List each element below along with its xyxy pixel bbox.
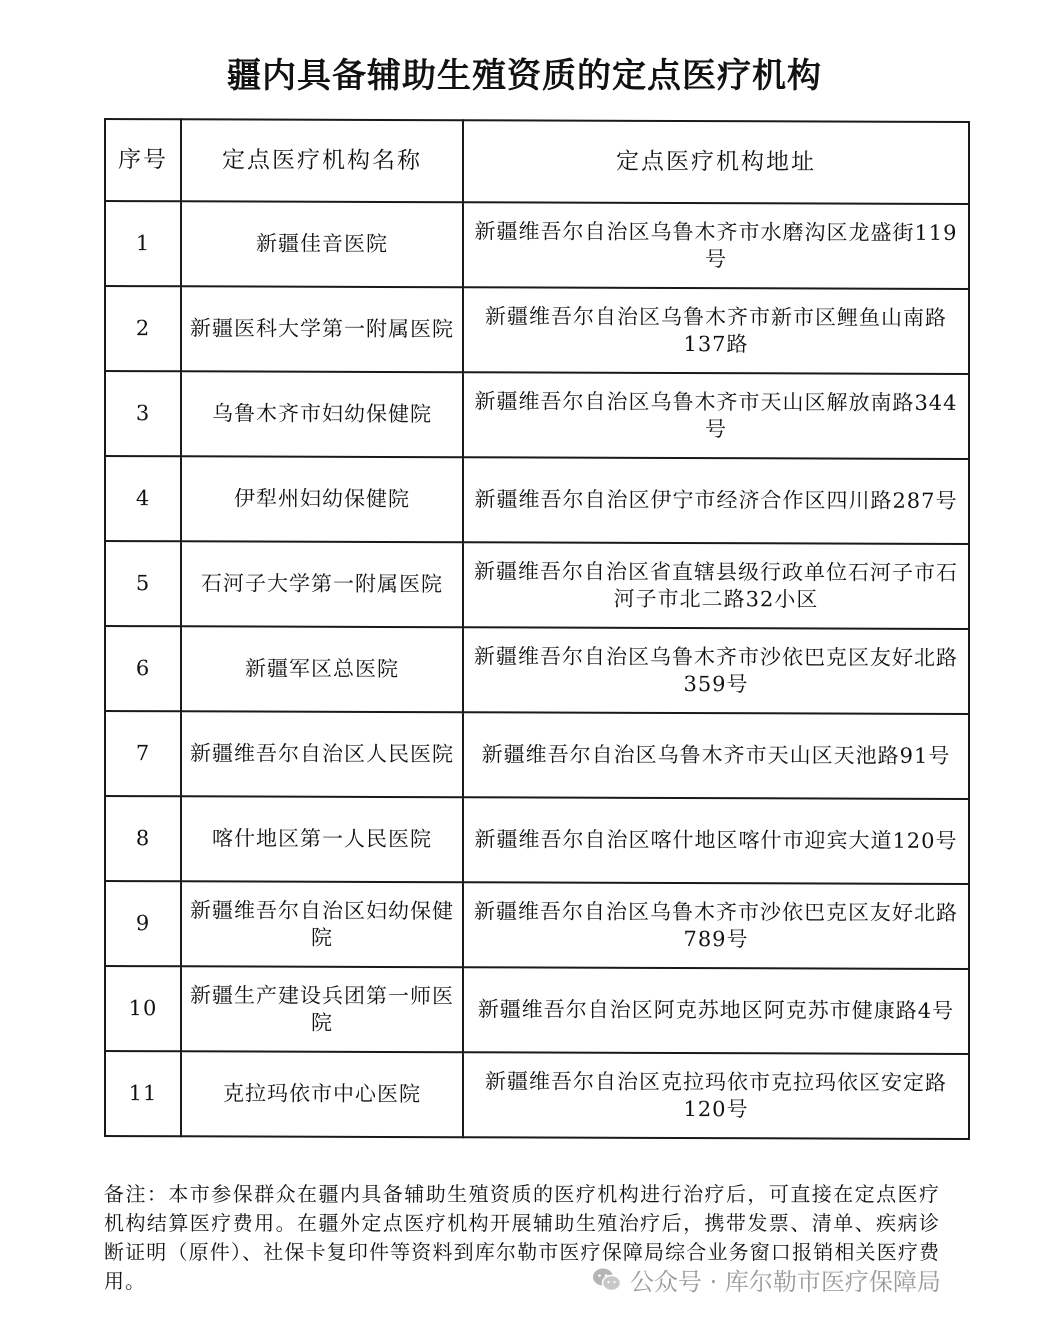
row-no: 11 — [105, 1051, 181, 1136]
table-row — [105, 371, 969, 459]
row-address: 新疆维吾尔自治区乌鲁木齐市沙依巴克区友好北路359号 — [463, 627, 969, 714]
row-name: 克拉玛依市中心医院 — [181, 1051, 463, 1137]
row-name: 新疆维吾尔自治区妇幼保健院 — [181, 881, 463, 967]
row-no: 9 — [105, 881, 181, 966]
row-name: 新疆军区总医院 — [181, 626, 463, 712]
row-no: 4 — [105, 456, 181, 541]
watermark-text: 公众号 · 库尔勒市医疗保障局 — [630, 1268, 941, 1296]
row-no: 3 — [105, 371, 181, 456]
row-name: 喀什地区第一人民医院 — [181, 796, 463, 882]
table-row — [105, 541, 969, 629]
row-address: 新疆维吾尔自治区省直辖县级行政单位石河子市石河子市北二路32小区 — [463, 542, 969, 629]
row-name: 乌鲁木齐市妇幼保健院 — [181, 371, 463, 457]
table-row — [105, 966, 969, 1054]
row-address: 新疆维吾尔自治区喀什地区喀什市迎宾大道120号 — [463, 797, 969, 884]
table-row — [105, 711, 969, 799]
table-row — [105, 626, 969, 714]
row-address: 新疆维吾尔自治区克拉玛依市克拉玛依区安定路120号 — [463, 1052, 969, 1139]
row-name: 新疆佳音医院 — [181, 201, 463, 287]
table-row — [105, 286, 969, 374]
row-name: 伊犁州妇幼保健院 — [181, 456, 463, 542]
remark-note: 备注：本市参保群众在疆内具备辅助生殖资质的医疗机构进行治疗后，可直接在定点医疗机构结算医疗费用。在疆外定点医疗机构开展辅助生殖治疗后，携带发票、清单、疾病诊断证明（原件）、社保卡复印件等资料到库尔勒市医疗保障局综合业务窗口报销相关医疗费用。 — [104, 1182, 940, 1293]
row-no: 2 — [105, 286, 181, 371]
row-address: 新疆维吾尔自治区乌鲁木齐市沙依巴克区友好北路789号 — [463, 882, 969, 969]
row-address: 新疆维吾尔自治区乌鲁木齐市天山区解放南路344号 — [463, 372, 969, 459]
row-address: 新疆维吾尔自治区阿克苏地区阿克苏市健康路4号 — [463, 967, 969, 1054]
row-no: 10 — [105, 966, 181, 1051]
table-row — [105, 796, 969, 884]
table-row — [105, 456, 969, 544]
row-no: 8 — [105, 796, 181, 881]
row-address: 新疆维吾尔自治区乌鲁木齐市天山区天池路91号 — [463, 712, 969, 799]
row-name: 新疆医科大学第一附属医院 — [181, 286, 463, 372]
wechat-icon — [592, 1267, 622, 1293]
table-row — [105, 1051, 969, 1139]
row-no: 5 — [105, 541, 181, 626]
row-no: 7 — [105, 711, 181, 796]
header-address: 定点医疗机构地址 — [463, 120, 969, 204]
row-address: 新疆维吾尔自治区乌鲁木齐市新市区鲤鱼山南路137路 — [463, 287, 969, 374]
institution-table-wrapper — [104, 118, 968, 1140]
table-header-row — [105, 119, 969, 204]
header-no: 序号 — [105, 119, 181, 201]
row-address: 新疆维吾尔自治区乌鲁木齐市水磨沟区龙盛街119号 — [463, 202, 969, 289]
row-name: 新疆维吾尔自治区人民医院 — [181, 711, 463, 797]
institution-table — [104, 118, 970, 1140]
wechat-watermark — [592, 1262, 941, 1297]
row-name: 新疆生产建设兵团第一师医院 — [181, 966, 463, 1052]
document-title: 疆内具备辅助生殖资质的定点医疗机构 — [227, 56, 822, 96]
row-no: 1 — [105, 201, 181, 286]
table-row — [105, 201, 969, 289]
row-name: 石河子大学第一附属医院 — [181, 541, 463, 627]
row-no: 6 — [105, 626, 181, 711]
row-address: 新疆维吾尔自治区伊宁市经济合作区四川路287号 — [463, 457, 969, 544]
table-row — [105, 881, 969, 969]
header-name: 定点医疗机构名称 — [181, 119, 463, 202]
